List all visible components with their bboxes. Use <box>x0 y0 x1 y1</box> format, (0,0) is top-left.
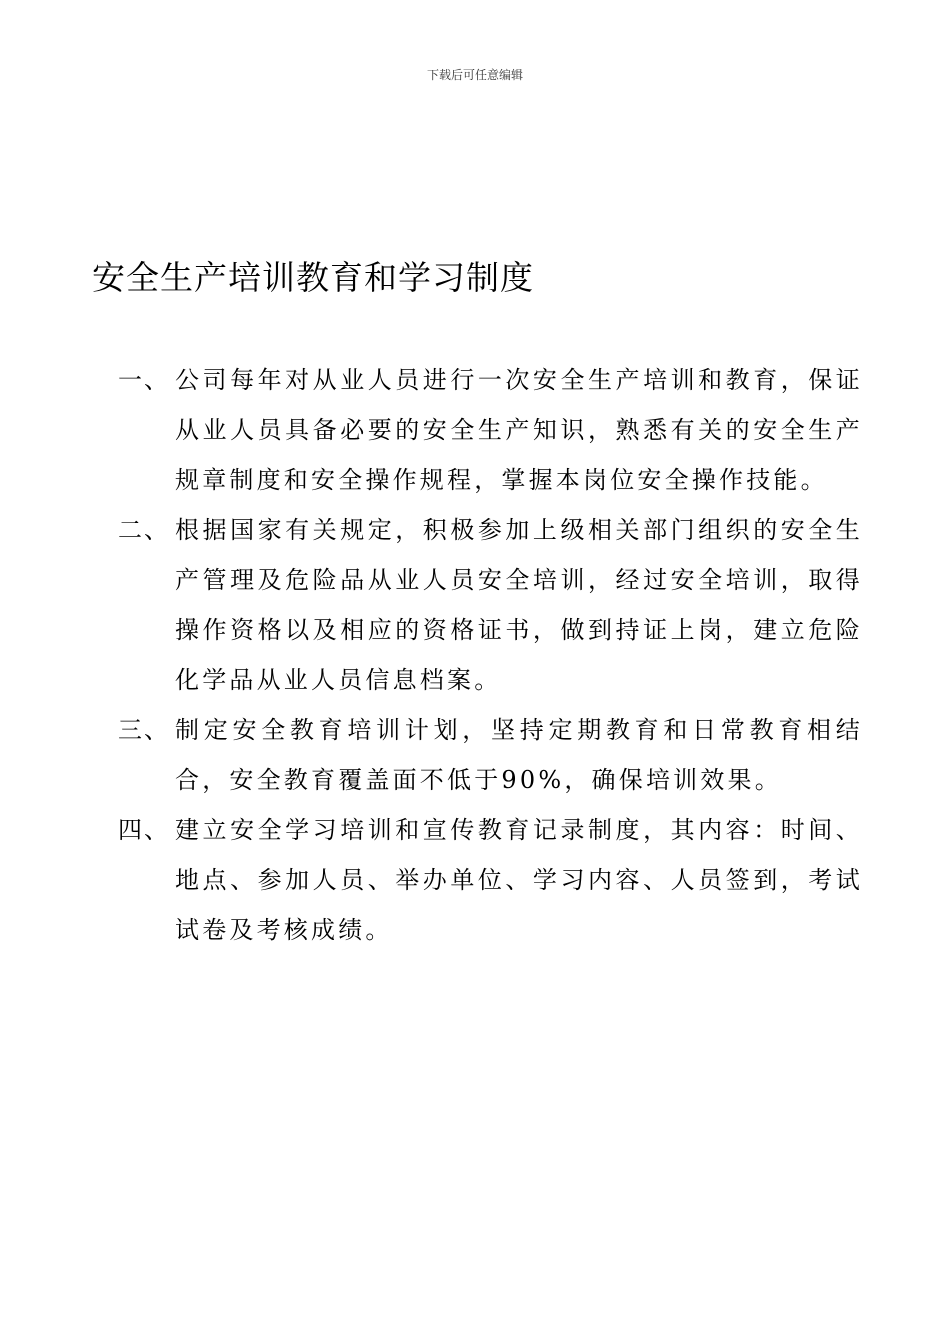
regulation-item-2 <box>118 505 863 705</box>
document-title: 安全生产培训教育和学习制度 <box>92 258 534 297</box>
item-number: 一、 <box>118 366 170 394</box>
regulation-item-4 <box>118 805 863 955</box>
item-text: 公司每年对从业人员进行一次安全生产培训和教育，保证从业人员具备必要的安全生产知识，熟悉有关的安全生产规章制度和安全操作规程，掌握本岗位安全操作技能。 <box>175 366 863 494</box>
item-text: 制定安全教育培训计划，坚持定期教育和日常教育相结合，安全教育覆盖面不低于90%，确保培训效果。 <box>175 716 863 794</box>
item-text: 根据国家有关规定，积极参加上级相关部门组织的安全生产管理及危险品从业人员安全培训，经过安全培训，取得操作资格以及相应的资格证书，做到持证上岗，建立危险化学品从业人员信息档案。 <box>175 516 863 694</box>
header-note: 下载后可任意编辑 <box>426 68 523 82</box>
regulation-item-3 <box>118 705 863 805</box>
item-text: 建立安全学习培训和宣传教育记录制度，其内容：时间、地点、参加人员、举办单位、学习内容、人员签到，考试试卷及考核成绩。 <box>175 816 863 944</box>
regulation-item-1 <box>118 355 863 505</box>
regulation-list <box>118 355 863 955</box>
item-number: 三、 <box>118 716 170 744</box>
item-number: 二、 <box>118 516 170 544</box>
item-number: 四、 <box>118 816 170 844</box>
